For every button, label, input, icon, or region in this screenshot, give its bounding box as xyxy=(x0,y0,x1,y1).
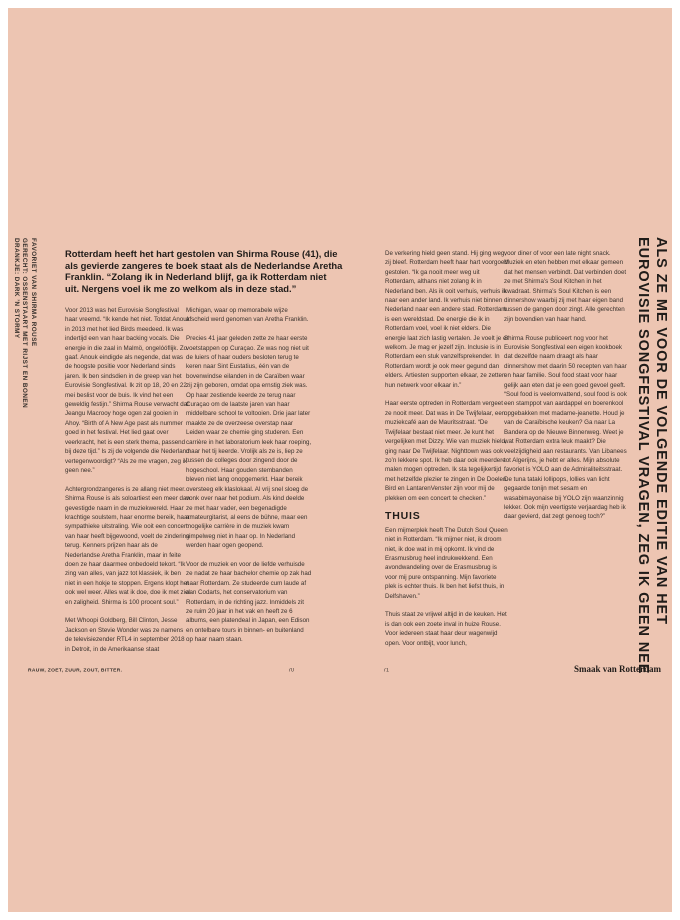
intro-paragraph: Rotterdam heeft het hart gestolen van Shirma Rouse (41), die als gevierde zangeres te boek staat als de Nederlandse Aretha Franklin. “Zolang ik in Nederland blijf, ga ik Rotterdam niet uit. Nergens voel ik me zo welkom als in deze stad.” xyxy=(65,248,343,295)
book-title: Smaak van Rotterdam xyxy=(574,664,661,674)
paragraph: Voor 2013 was het Eurovisie Songfestival haar vreemd. “Ik kende het niet. Totdat Anouk in 2013 met het lied Birds meedeed. Ik was indertijd een van haar backing vocals. Die energie in die zaal in Malmö, ongelóóflijk. Zo gaaf. Anouk eindigde als negende, dat was de hoogste positie voor Nederland sinds jaren. Ik ben sindsdien in de greep van het Eurovisie Songfestival. Ik zit op 18, 20 en 22 mei beslist voor de buis. Ik vind het een geweldig festijn.” Shirma Rouse verwacht dat Jeangu Macrooy hoge ogen zal gooien in Ahoy. “Birth of A New Age past als nummer goed in het festival. Het lied gaat over veerkracht, het is een sterk thema, passend bij deze tijd.” Is zij de volgende die Nederland vertegenwoordigt? “Als ze me vragen, zeg ik geen nee.” xyxy=(65,307,190,474)
paragraph: Precies 41 jaar geleden zette ze haar eerste voetstappen op Curaçao. Ze was nog niet uit de luiers of haar ouders besloten terug te keren naar Sint Eustatius, één van de bovenwindse eilanden in de Caraïben waar zij zijn geboren, omdat opa ernstig ziek was. Op haar zestiende keerde ze terug naar Curaçao om de laatste jaren van haar middelbare school te voltooien. Drie jaar later maakte ze de overzeese overstap naar Leiden waar ze chemie ging studeren. Een carrière in het laboratorium leek haar roeping, maar het tij keerde. Vrolijk als ze is, liep ze tussen de colleges door zingend door de hogeschool. Haar gouden stembanden bleven niet lang onopgemerkt. Haar bereik oversteeg elk klaslokaal. Al vrij snel sloeg de vonk over naar het podium. Als kind deelde ze met haar vader, een begenadigde amateurgitarist, al eens de bühne, maar een mogelijke carrière in de muziek kwam simpelweg niet in haar op. In Nederland werden haar ogen geopend. xyxy=(186,335,312,550)
pull-quote-line: ALS ZE ME VOOR DE VOLGENDE EDITIE VAN HET xyxy=(653,237,669,625)
paragraph: voor diner of voor een late night snack. Muziek en eten hebben met elkaar gemeen dat het mensen verbindt. Dat verbinden doet ze met Shirma’s Soul Kitchen in het kwadraat. Shirma’s Soul Kitchen is een dinnershow waarbij zij met haar eigen band tussen de gangen door zingt. Alle gerechten zijn bovendien van haar hand. xyxy=(504,250,627,323)
paragraph: Shirma Rouse publiceert nog voor het Eurovisie Songfestival een eigen kookboek dat dezelfde naam draagt als haar dinnershow met daarin 50 recepten van haar en haar familie. Soul food staat voor haar gelijk aan eten dat je een goed gevoel geeft. “Soul food is veelomvattend, soul food is ook een stamppot van aardappel en boerenkool opgebakken met madame-jeanette. Houd je van de Caraïbische keuken? Ga naar La Bandera op de Nieuwe Binnenweg. Weet je wat Rotterdam extra leuk maakt? Die veelzijdigheid aan restaurants. Van Libanees tot Algerijns, je hebt er alles. Mijn absolute favoriet is YOLO aan de Admiraliteitsstraat. De tuna tataki lollipops, lollies van licht gegaarde tonijn met sesam en wasabimayonaise bij YOLO zijn waanzinnig lekker. Ook mijn veertigste verjaardag heb ik daar gevierd, dat zegt genoeg toch?” xyxy=(504,334,627,521)
magazine-spread-page xyxy=(8,8,672,912)
left-margin-caption xyxy=(11,238,37,488)
page-number-70: 70 xyxy=(288,668,295,674)
page71-column-1-bottom xyxy=(385,526,509,648)
caption-line: FAVORIET VAN SHIRMA ROUSE xyxy=(30,238,37,347)
paragraph: Met Whoopi Goldberg, Bill Clinton, Jesse Jackson en Stevie Wonder was ze namens de televisiezender RTL4 in september 2018 in Detroit, in de Amerikaanse staat xyxy=(65,617,185,653)
caption-line: GERECHT: OSSENSTAART MET RIJST EN BONEN xyxy=(21,238,29,409)
paragraph: Een mijmerplek heeft The Dutch Soul Queen niet in Rotterdam. “Ik mijmer niet, ik droom niet, ik doe wat in mij opkomt. Ik vind de Erasmusbrug heel indrukwekkend. Een avondwandeling over de Erasmusbrug is voor mij pure ontspanning. Mijn favoriete plek is echter thuis. Ik ben het liefst thuis, in Delfshaven.” xyxy=(385,526,508,600)
page70-column-2 xyxy=(186,306,312,645)
paragraph: Achtergrondzangeres is ze allang niet meer. Shirma Rouse is als soloartiest een meer dan gevestigde naam in de muziekwereld. Haar krachtige soulstem, haar enorme bereik, haar sympathieke uitstraling. Wie ooit een concert van haar heeft bijgewoond, voelt de zindering terug. Kenners prijzen haar als de Nederlandse Aretha Franklin, maar in feite doen ze haar daarmee onbedoeld tekort. “Ik zing van alles, van jazz tot klassiek, ik ben niet in een hokje te stoppen. Ergens klopt het ook wel weer. Alles wat ik doe, doe ik met ziel en zaligheid. Shirma is 100 procent soul.” xyxy=(65,485,190,606)
page-number-71: 71 xyxy=(383,668,390,674)
page70-column-1 xyxy=(65,306,191,654)
footer-tagline: RAUW, ZOET, ZUUR, ZOUT, BITTER. xyxy=(28,668,123,673)
paragraph: De verkering hield geen stand. Hij ging weg, zij bleef. Rotterdam heeft haar hart voorgoed gestolen. “Ik ga nooit meer weg uit Rotterdam, althans niet zolang ik in Nederland ben. Als ik ooit verhuis, verhuis ik naar een ander land. Ik verhuis niet binnen Nederland naar een andere stad. Rotterdam is een wereldstad. De energie die ik in Rotterdam voel, voel ik niet elders. Die energie laat zich lastig vertalen. Je voelt je er welkom. Je mag er jezelf zijn. Inclusie is in Rotterdam een stuk vanzelfsprekender. In Rotterdam wordt je ook meer gegund dan elders. Artiesten supporten elkaar, ze zetten hun netwerk voor elkaar in.” xyxy=(385,250,509,389)
paragraph: Michigan, waar op memorabele wijze afscheid werd genomen van Aretha Franklin. xyxy=(186,307,309,324)
pull-quote-line: EUROVISIE SONGFESTIVAL VRAGEN, ZEG IK GEEN NEE xyxy=(635,237,652,675)
page71-column-1-top xyxy=(385,249,509,503)
section-heading-thuis: THUIS xyxy=(385,510,421,523)
paragraph: Thuis staat ze vrijwel altijd in de keuken. Het is dan ook een zoete inval in huize Rouse. Voor iedereen staat haar deur wagenwijd open. Voor ontbijt, voor lunch, xyxy=(385,611,507,647)
page71-column-2 xyxy=(504,249,628,522)
paragraph: Voor de muziek en voor de liefde verhuisde ze nadat ze haar bachelor chemie op zak had naar Rotterdam. Ze studeerde cum laude af aan Codarts, het conservatorium van Rotterdam, in de richting jazz. Inmiddels zit ze ruim 20 jaar in het vak en heeft ze 6 albums, een platendeal in Japan, een Edison en ontelbare tours in binnen- en buitenland op haar naam staan. xyxy=(186,560,312,644)
paragraph: Haar eerste optreden in Rotterdam vergeet ze nooit meer. Dat was in De Twijfelaar, een muziekcafé aan de Mauritsstraat. “De Twijfelaar bestaat niet meer. Je kunt het vergelijken met Dizzy. Wie van muziek hield, ging naar De Twijfelaar. Nighttown was ook zo’n lekkere spot. Ik heb daar ook meerdere malen mogen optreden. Ik sta tegelijkertijd met hetzelfde plezier te zingen in De Doelen. Bird en LantarenVenster zijn voor mij de plekken om een concert te checken.” xyxy=(385,400,509,502)
caption-line: DRANKJE: DARK ’N STORMY xyxy=(12,238,20,339)
right-margin-pull-quote xyxy=(634,237,669,675)
page71-column-1 xyxy=(385,249,509,648)
